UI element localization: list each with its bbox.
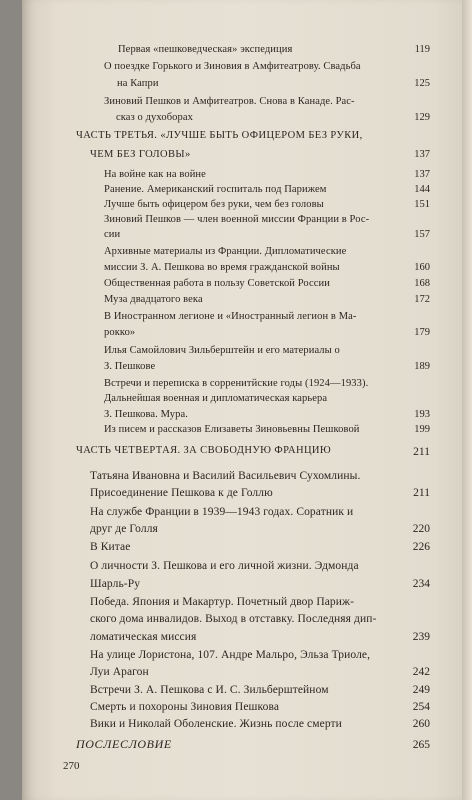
part-three-heading-cont: ЧЕМ БЕЗ ГОЛОВЫ»: [90, 149, 191, 160]
toc-entry: На войне как на войне: [104, 169, 206, 180]
toc-entry: сказ о духоборах: [116, 112, 193, 123]
toc-entry: Вики и Николай Оболенские. Жизнь после смерти: [90, 718, 342, 730]
afterword-heading: ПОСЛЕСЛОВИЕ: [76, 737, 172, 751]
toc-entry: З. Пешкове: [104, 361, 156, 372]
toc-page: 129: [414, 112, 430, 123]
toc-entry: Из писем и рассказов Елизаветы Зиновьевны Пешковой: [104, 424, 360, 435]
toc-entry: Луи Арагон: [90, 666, 149, 678]
toc-entry: Муза двадцатого века: [104, 294, 203, 305]
toc-entry: В Иностранном легионе и «Иностранный легион в Ма-: [104, 311, 357, 322]
toc-page: 242: [412, 666, 430, 678]
toc-entry: Ранение. Американский госпиталь под Парижем: [104, 184, 327, 195]
toc-entry: Шарль-Ру: [90, 578, 141, 590]
toc-entry: В Китае: [90, 541, 131, 553]
toc-entry: Смерть и похороны Зиновия Пешкова: [90, 701, 280, 713]
toc-entry: Присоединение Пешкова к де Голлю: [90, 487, 273, 499]
toc-entry: Дальнейшая военная и дипломатическая карьера: [104, 393, 328, 404]
toc-entry: Встречи и переписка в сорренитйские годы (1924—1933).: [104, 378, 369, 389]
toc-page: 151: [414, 199, 430, 210]
toc-entry: сии: [104, 229, 121, 240]
toc-entry: на Капри: [117, 78, 159, 89]
toc-page: 265: [412, 739, 430, 751]
toc-page: 211: [413, 446, 430, 458]
toc-page: 189: [414, 361, 430, 372]
toc-page: 234: [412, 578, 430, 590]
toc-entry: Победа. Япония и Макартур. Почетный двор Париж-: [90, 596, 355, 608]
toc-entry: рокко»: [104, 327, 136, 338]
toc-page: 125: [414, 78, 430, 89]
toc-entry: друг де Голля: [90, 523, 158, 535]
toc-entry: Общественная работа в пользу Советской России: [104, 278, 330, 289]
toc-entry: миссии З. А. Пешкова во время гражданской войны: [104, 262, 340, 273]
toc-page: 193: [414, 409, 430, 420]
toc-page: 220: [412, 523, 430, 535]
toc-entry: Зиновий Пешков — член военной миссии Франции в Рос-: [104, 214, 370, 225]
toc-page: 179: [414, 327, 430, 338]
toc-entry: Зиновий Пешков и Амфитеатров. Снова в Канаде. Рас-: [104, 96, 355, 107]
toc-entry: На улице Лористона, 107. Андре Мальро, Эльза Триоле,: [90, 649, 371, 661]
toc-page: 157: [414, 229, 430, 240]
toc-entry: ломатическая миссия: [90, 631, 197, 643]
toc-page: 254: [412, 701, 430, 713]
toc-page: 249: [412, 684, 430, 696]
toc-page: 260: [412, 718, 430, 730]
toc-page: 137: [414, 149, 430, 160]
toc-entry: Лучше быть офицером без руки, чем без головы: [104, 199, 324, 210]
toc-page: 144: [414, 184, 430, 195]
toc-page: 137: [414, 169, 430, 180]
toc-page: 172: [414, 294, 430, 305]
toc-page: 199: [414, 424, 430, 435]
toc-entry: О личности З. Пешкова и его личной жизни. Эдмонда: [90, 560, 359, 572]
part-three-heading: ЧАСТЬ ТРЕТЬЯ. «ЛУЧШЕ БЫТЬ ОФИЦЕРОМ БЕЗ РУКИ,: [76, 130, 363, 141]
toc-page: 239: [412, 631, 430, 643]
toc-page: 168: [414, 278, 430, 289]
toc-page: 119: [414, 44, 430, 55]
toc-entry: Татьяна Ивановна и Василий Васильевич Сухомлины.: [90, 470, 361, 482]
toc-entry: На службе Франции в 1939—1943 годах. Соратник и: [90, 506, 354, 518]
toc-page: 226: [412, 541, 430, 553]
toc-page: 160: [414, 262, 430, 273]
toc-entry: ского дома инвалидов. Выход в отставку. Последняя дип-: [90, 613, 377, 625]
toc-entry: Первая «пешковедческая» экспедиция: [118, 44, 293, 55]
toc-entry: Архивные материалы из Франции. Дипломатические: [104, 246, 347, 257]
toc-entry: О поездке Горького и Зиновия в Амфитеатрову. Свадьба: [104, 61, 361, 72]
toc-entry: З. Пешкова. Мура.: [104, 409, 188, 420]
part-four-heading: ЧАСТЬ ЧЕТВЕРТАЯ. ЗА СВОБОДНУЮ ФРАНЦИЮ: [76, 445, 332, 456]
toc-entry: Встречи З. А. Пешкова с И. С. Зильберштейном: [90, 684, 329, 696]
toc-entry: Илья Самойлович Зильберштейн и его материалы о: [104, 345, 340, 356]
page-number: 270: [63, 760, 80, 772]
toc-page: 211: [413, 487, 430, 499]
